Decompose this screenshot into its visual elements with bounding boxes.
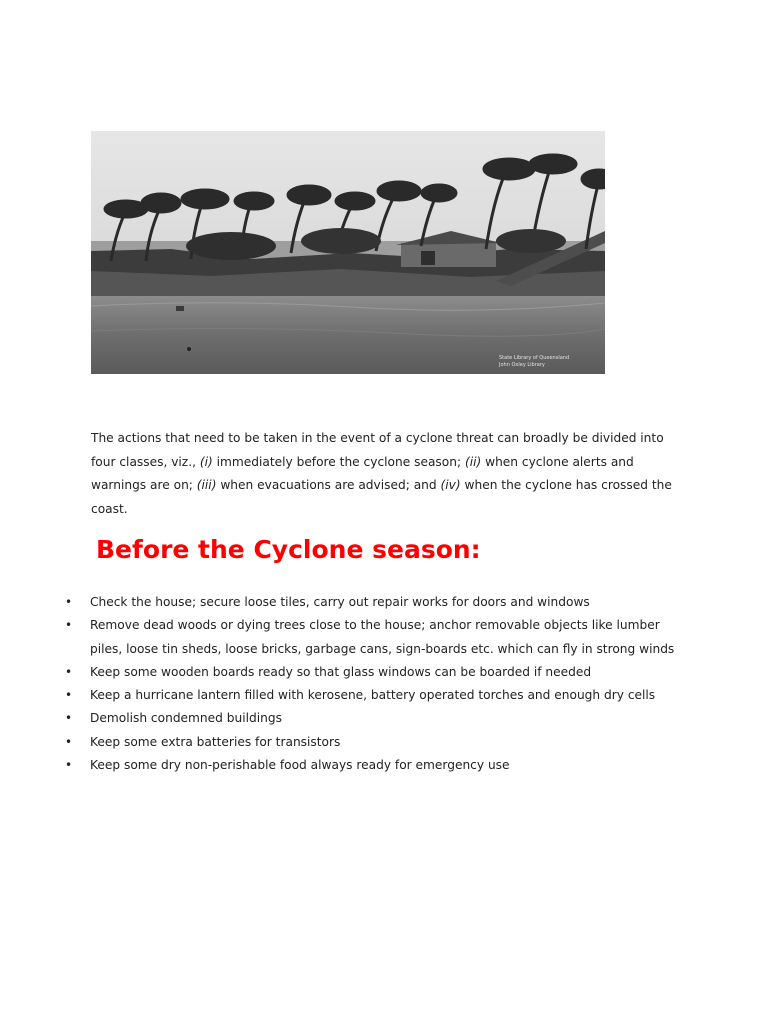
list-item	[0, 707, 690, 730]
list-item	[0, 754, 690, 777]
bullet-icon: •	[65, 688, 73, 703]
list-item-text: Remove dead woods or dying trees close to the house; anchor removable objects like lumber piles, loose tin sheds, loose bricks, garbage cans, sign-boards etc. which can fly in strong winds	[90, 618, 675, 656]
list-item-text: Keep a hurricane lantern filled with kerosene, battery operated torches and enough dry cells	[90, 688, 656, 703]
cyclone-photo	[91, 131, 605, 374]
list-item-text: Keep some wooden boards ready so that glass windows can be boarded if needed	[90, 664, 592, 679]
photo-credit-line1: State Library of Queensland	[499, 355, 570, 361]
list-item	[0, 591, 690, 614]
bullet-icon: •	[65, 618, 73, 633]
intro-marker-iii: (iii)	[196, 478, 217, 493]
bullet-icon: •	[65, 711, 73, 726]
list-item-text: Demolish condemned buildings	[90, 711, 282, 726]
list-item	[0, 684, 690, 707]
intro-text-4: when evacuations are advised; and	[216, 478, 441, 493]
list-item	[0, 614, 690, 661]
list-item-text: Check the house; secure loose tiles, carry out repair works for doors and windows	[90, 595, 590, 609]
bullet-icon: •	[65, 664, 73, 679]
list-item	[0, 731, 690, 754]
intro-text-2: immediately before the cyclone season;	[212, 454, 465, 469]
intro-text-1: The actions that need to be taken in the event of a cyclone threat can broadly be divided into four classes, viz.,	[91, 431, 664, 469]
photo-image	[91, 131, 605, 374]
list-item-text: Keep some extra batteries for transistors	[90, 734, 341, 749]
bullet-icon: •	[65, 734, 73, 749]
section-heading: Before the Cyclone season:	[96, 535, 481, 564]
bullet-icon: •	[65, 758, 73, 773]
list-item-text: Keep some dry non-perishable food always ready for emergency use	[90, 758, 510, 773]
intro-text-5: when the cyclone has crossed the coast.	[91, 478, 672, 516]
list-item	[0, 661, 690, 684]
intro-marker-iv: (iv)	[440, 478, 461, 493]
photo-credit	[499, 355, 599, 369]
intro-marker-i: (i)	[199, 454, 213, 469]
precaution-list	[0, 591, 768, 777]
intro-paragraph	[91, 427, 691, 521]
intro-text-3: when cyclone alerts and warnings are on;	[91, 454, 634, 493]
intro-marker-ii: (ii)	[464, 454, 482, 469]
bullet-icon: •	[65, 595, 73, 609]
photo-credit-line2: John Oxley Library	[499, 362, 545, 368]
